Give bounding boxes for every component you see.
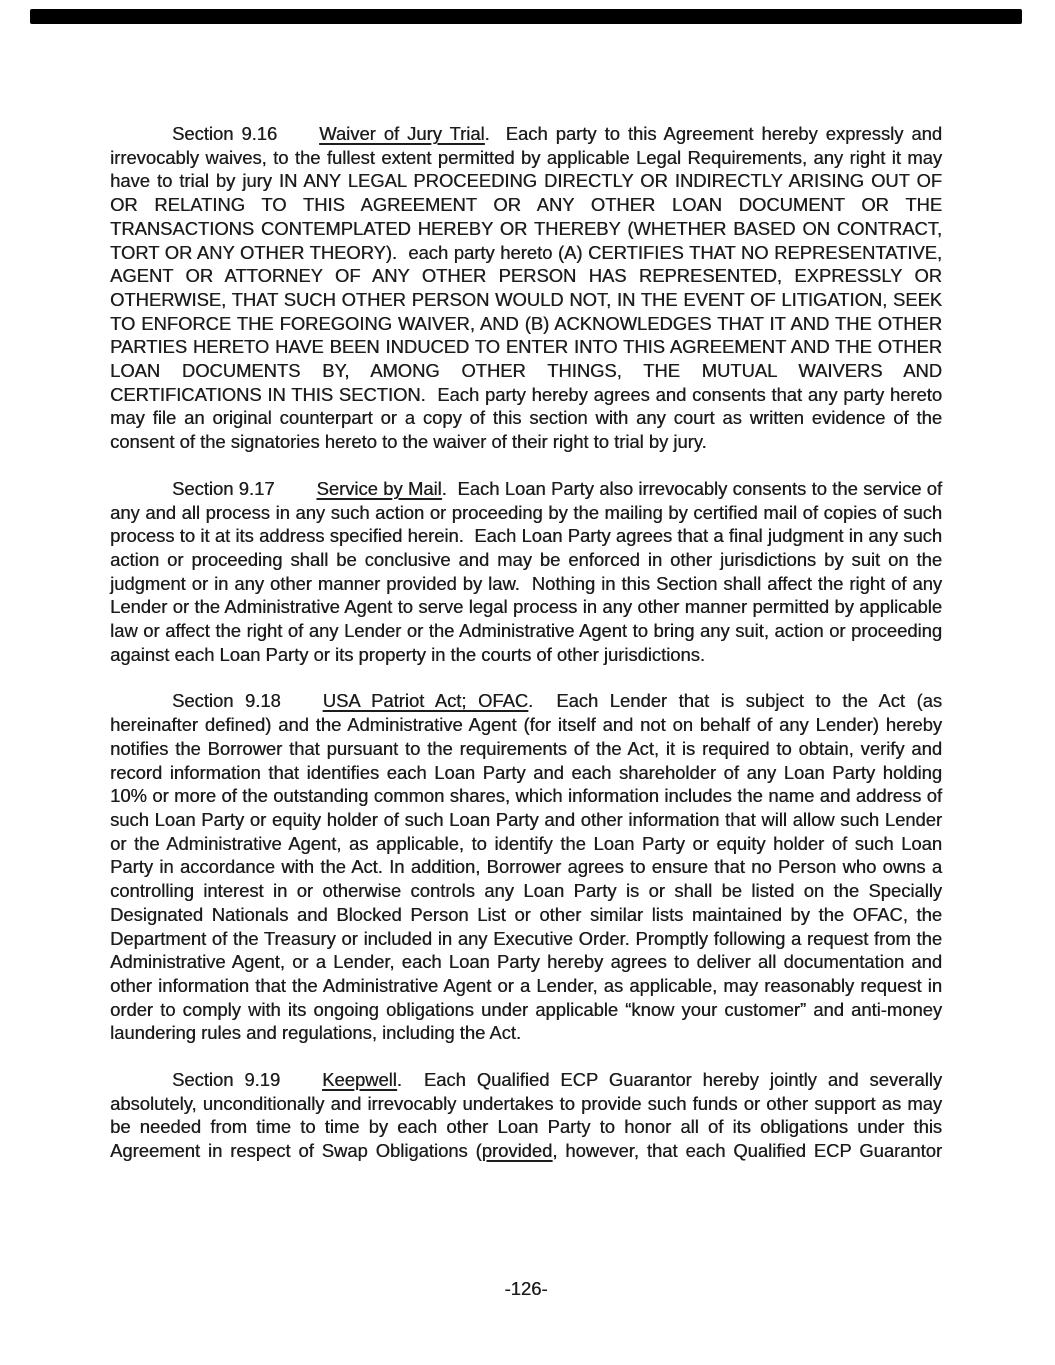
text-run: . Each party to this Agreement hereby expressly and irrevocably waives, to the fullest extent permitted by applicable Legal Requirements, any right it may have to trial by jury IN ANY LEGAL PROCEEDING DIRECTLY OR INDIRECTLY ARISING OUT OF OR RELATING TO THIS AGREEMENT OR ANY OTHER LOAN DOCUMENT OR THE TRANSACTIONS CONTEMPLATED HEREBY OR THEREBY (WHETHER BASED ON CONTRACT, TORT OR ANY OTHER THEORY). each party hereto (A) CERTIFIES THAT NO REPRESENTATIVE, AGENT OR ATTORNEY OF ANY OTHER PERSON HAS REPRESENTED, EXPRESSLY OR OTHERWISE, THAT SUCH OTHER PERSON WOULD NOT, IN THE EVENT OF LITIGATION, SEEK TO ENFORCE THE FOREGOING WAIVER, AND (B) ACKNOWLEDGES THAT IT AND THE OTHER PARTIES HERETO HAVE BEEN INDUCED TO ENTER INTO THIS AGREEMENT AND THE OTHER LOAN DOCUMENTS BY, AMONG OTHER THINGS, THE MUTUAL WAIVERS AND CERTIFICATIONS IN THIS SECTION. Each party hereby agrees and consents that any party hereto may file an original counterpart or a copy of this section with any court as written evidence of the consent of the signatories hereto to the waiver of their right to trial by jury.	[110, 123, 943, 453]
underlined-text: Waiver of Jury Trial	[319, 123, 485, 144]
text-run: Section 9.16	[172, 123, 278, 144]
paragraph-section-9-17	[110, 477, 942, 667]
paragraph-section-9-18	[110, 689, 942, 1045]
text-run: . Each Qualified ECP Guarantor hereby jointly and severally absolutely, unconditionally and irrevocably undertakes to provide such funds or other support as may be needed from time to time by each other Loan Party to honor all of its obligations under this Agreement in respect of Swap Obligations (	[110, 1069, 942, 1162]
document-body	[110, 122, 942, 1186]
text-run: Section 9.19	[172, 1069, 281, 1091]
underlined-text: provided	[481, 1140, 553, 1162]
text-run: . Each Loan Party also irrevocably consents to the service of any and all process in any such action or proceeding by the mailing by certified mail of copies of such process to it at its address specified herein. Each Loan Party agrees that a final judgment in any such action or proceeding shall be conclusive and may be enforced in other jurisdictions by suit on the judgment or in any other manner provided by law. Nothing in this Section shall affect the right of any Lender or the Administrative Agent to serve legal process in any other manner permitted by applicable law or affect the right of any Lender or the Administrative Agent to bring any suit, action or proceeding against each Loan Party or its property in the courts of other jurisdictions.	[110, 477, 943, 665]
underlined-text: Keepwell	[322, 1069, 397, 1091]
page-number: -126-	[504, 1278, 548, 1299]
paragraph-section-9-19	[110, 1068, 942, 1163]
underlined-text: Service by Mail	[316, 477, 442, 499]
text-run: , however, that each Qualified ECP Guarantor	[552, 1140, 942, 1162]
scan-artifact-bar	[30, 9, 1022, 24]
paragraph-section-9-16	[110, 122, 942, 454]
text-run: Section 9.17	[172, 477, 275, 499]
text-run: Section 9.18	[172, 690, 281, 712]
underlined-text: USA Patriot Act; OFAC	[322, 690, 529, 712]
text-run: . Each Lender that is subject to the Act (as hereinafter defined) and the Administrative Agent (for itself and not on behalf of any Lender) hereby notifies the Borrower that pursuant to the requirements of the Act, it is required to obtain, verify and record information that identifies each Loan Party and each shareholder of any Loan Party holding 10% or more of the outstanding common shares, which information includes the name and address of such Loan Party or equity holder of such Loan Party and other information that will allow such Lender or the Administrative Agent, as applicable, to identify the Loan Party or equity holder of such Loan Party in accordance with the Act. In addition, Borrower agrees to ensure that no Person who owns a controlling interest in or otherwise controls any Loan Party is or shall be listed on the Specially Designated Nationals and Blocked Person List or other similar lists maintained by the OFAC, the Department of the Treasury or included in any Executive Order. Promptly following a request from the Administrative Agent, or a Lender, each Loan Party hereby agrees to deliver all documentation and other information that the Administrative Agent or a Lender, as applicable, may reasonably request in order to comply with its ongoing obligations under applicable “know your customer” and anti-money laundering rules and regulations, including the Act.	[110, 690, 942, 1044]
